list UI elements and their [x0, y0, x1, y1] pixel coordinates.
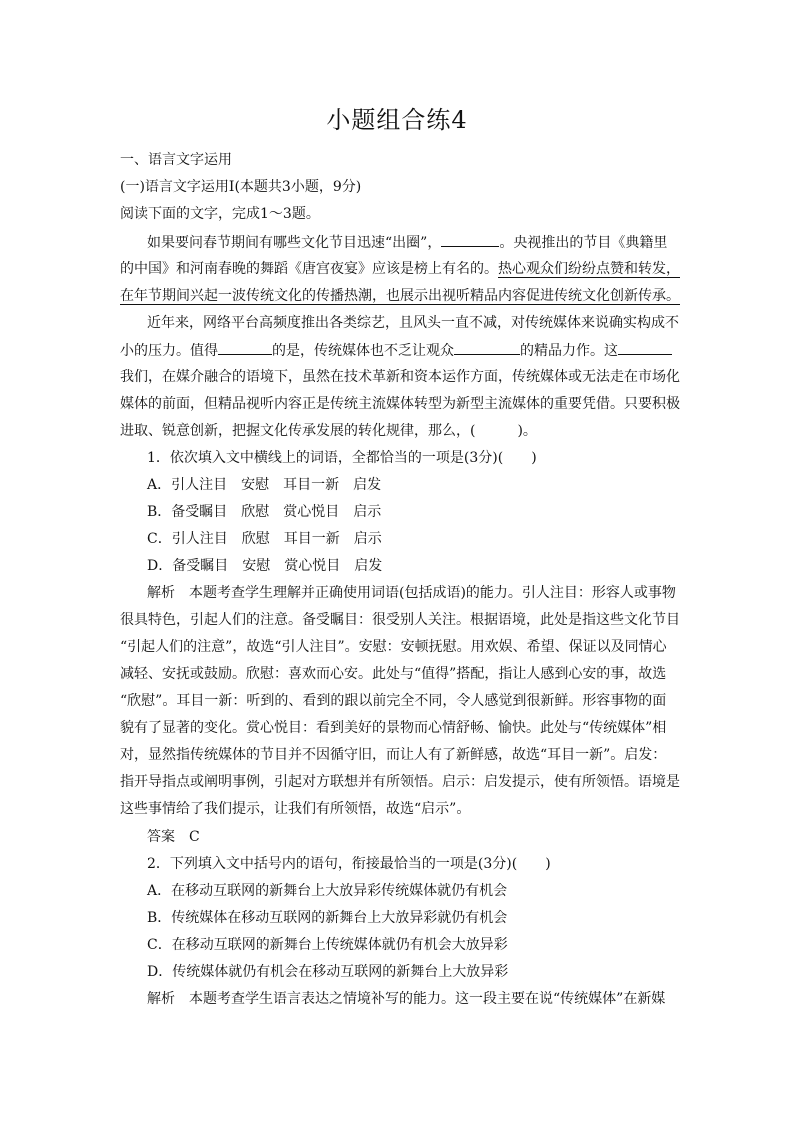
underlined-sentence: 热心观众们纷纷点赞和转发， [498, 261, 680, 277]
q2-option-b: B．传统媒体在移动互联网的新舞台上大放异彩就仍有机会 [147, 910, 508, 926]
passage-line [120, 286, 680, 306]
passage-line: 我们，在媒介融合的语境下，虽然在技术革新和资本运作方面，传统媒体或无法走在市场化 [120, 369, 680, 385]
instruction-text: 阅读下面的文字，完成1～3题。 [120, 206, 320, 222]
q1-analysis-line: 减轻、安抚或鼓励。欣慰：喜欢而心安。此处与“值得”搭配，指让人感到心安的事，故选 [120, 666, 667, 682]
question-1-stem: 1．依次填入文中横线上的词语，全都恰当的一项是(3分)( ) [147, 450, 537, 466]
passage-line: 进取、锐意创新，把握文化传承发展的转化规律，那么，( )。 [120, 423, 537, 439]
q1-answer: 答案 C [147, 829, 200, 845]
q1-analysis-line: “欣慰”。耳目一新：听到的、看到的跟以前完全不同，令人感觉到很新鲜。形容事物的面 [120, 693, 667, 709]
subsection-heading: (一)语言文字运用Ⅰ(本题共3小题，9分) [120, 179, 362, 195]
analysis-label: 解析 [147, 991, 175, 1007]
q2-option-c: C．在移动互联网的新舞台上传统媒体就仍有机会大放异彩 [147, 937, 508, 953]
analysis-label: 解析 [147, 585, 175, 601]
q1-option-a: A．引人注目 安慰 耳目一新 启发 [147, 477, 382, 493]
page-title: 小题组合练4 [326, 106, 468, 134]
q2-option-d: D．传统媒体就仍有机会在移动互联网的新舞台上大放异彩 [147, 964, 509, 980]
q2-analysis-line: 解析 本题考查学生语言表达之情境补写的能力。这一段主要在说“传统媒体”在新媒 [147, 991, 666, 1007]
q1-analysis-line: “引起人们的注意”，故选“引人注目”。安慰：安顿抚慰。用欢娱、希望、保证以及同情心 [120, 639, 667, 655]
answer-label: 答案 [147, 829, 175, 845]
q1-analysis-line: 对，显然指传统媒体的节目并不因循守旧，而让人有了新鲜感，故选“耳目一新”。启发： [120, 747, 667, 763]
section-heading: 一、语言文字运用 [120, 152, 232, 168]
passage-line: 如果要问春节期间有哪些文化节目迅速“出圈”， 。央视推出的节目《典籍里 [147, 232, 676, 253]
passage-line: 媒体的前面，但精品视听内容正是传统主流媒体转型为新型主流媒体的重要凭借。只要积极 [120, 396, 680, 412]
underlined-sentence: 在年节期间兴起一波传统文化的传播热潮，也展示出视听精品内容促进传统文化创新传承。 [120, 288, 680, 304]
q1-option-c: C．引人注目 欣慰 耳目一新 启示 [147, 531, 382, 547]
q1-option-b: B．备受瞩目 欣慰 赏心悦目 启示 [147, 504, 382, 520]
blank-1 [441, 232, 499, 247]
passage-line: 的中国》和河南春晚的舞蹈《唐宫夜宴》应该是榜上有名的。热心观众们纷纷点赞和转发， [120, 261, 680, 277]
passage-line: 小的压力。值得 的是，传统媒体也不乏让观众 的精品力作。这 [120, 340, 676, 361]
q1-analysis-line: 解析 本题考查学生理解并正确使用词语(包括成语)的能力。引人注目：形容人或事物 [147, 585, 676, 601]
blank-2 [218, 340, 272, 355]
question-2-stem: 2．下列填入文中括号内的语句，衔接最恰当的一项是(3分)( ) [147, 856, 551, 872]
q1-analysis-line: 貌有了显著的变化。赏心悦目：看到美好的景物而心情舒畅、愉快。此处与“传统媒体”相 [120, 720, 667, 736]
blank-4 [618, 340, 672, 355]
q1-analysis-line: 指开导指点或阐明事例，引起对方联想并有所领悟。启示：启发提示，使有所领悟。语境是 [120, 774, 680, 790]
blank-3 [454, 340, 520, 355]
q1-analysis-line: 很具特色，引起人们的注意。备受瞩目：很受别人关注。根据语境，此处是指这些文化节目 [120, 612, 680, 628]
passage-line: 近年来，网络平台高频度推出各类综艺，且风头一直不减，对传统媒体来说确实构成不 [147, 315, 679, 331]
q1-option-d: D．备受瞩目 安慰 赏心悦目 启发 [147, 558, 383, 574]
q2-option-a: A．在移动互联网的新舞台上大放异彩传统媒体就仍有机会 [147, 883, 508, 899]
q1-analysis-line: 这些事情给了我们提示，让我们有所领悟，故选“启示”。 [120, 801, 471, 817]
